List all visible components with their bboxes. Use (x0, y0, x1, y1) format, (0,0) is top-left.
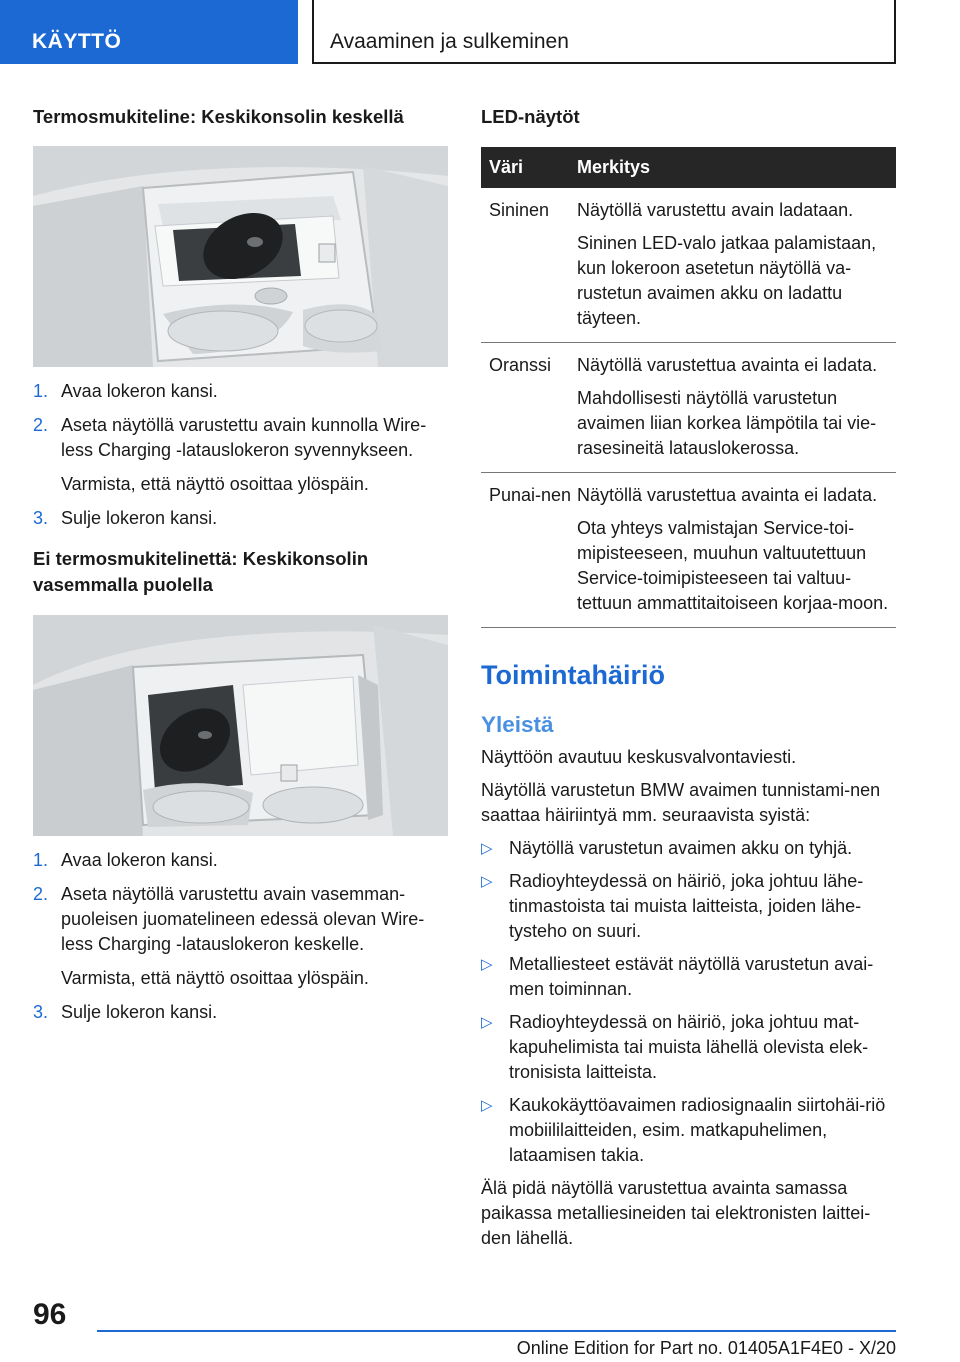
bullet-text: Radioyhteydessä on häiriö, joka johtuu mat‐kapuhelimista tai muista lähellä olevista elek‐tronisista laitteista. (509, 1012, 869, 1082)
step-number: 2. (33, 884, 49, 904)
table-cell-color: Punai‐nen (481, 473, 577, 628)
bullet-text: Radioyhteydessä on häiriö, joka johtuu lähe‐tinmastoista tai muista laitteista, joiden lähe‐tysteho on suuri. (509, 871, 864, 941)
bullet-text: Kaukokäyttöavaimen radiosignaalin siirtohäi‐riö mobiililaitteiden, esim. matkapuhelimen, lataamisen takia. (509, 1095, 886, 1165)
left-column (33, 104, 448, 1034)
meaning-line: Sininen LED-valo jatkaa palamistaan, kun lokeroon asetetun näytöllä va‐rustetun avaimen akku on ladattu täyteen. (577, 233, 877, 328)
list-item (33, 506, 448, 531)
step-text: Avaa lokeron kansi. (61, 850, 218, 870)
table-row (481, 343, 896, 473)
list-item (33, 848, 448, 873)
meaning-line: Näytöllä varustettua avainta ei ladata. (577, 485, 878, 505)
meaning-line: Mahdollisesti näytöllä varustetun avaimen liian korkea lämpötila tai vie‐rasesineitä latauslokerossa. (577, 388, 877, 458)
list-item (481, 869, 896, 944)
right-column (481, 104, 896, 1251)
list-item (33, 1000, 448, 1025)
paragraph: Näytöllä varustetun BMW avaimen tunnistami‐nen saattaa häiriintyä mm. seuraavista syistä: (481, 780, 881, 825)
photo-charging-tray-left (33, 615, 448, 836)
step-text: Aseta näytöllä varustettu avain vasemman‐puoleisen juomatelineen edessä olevan Wire‐less Charging -latauslokeron keskelle. (61, 884, 425, 954)
step-text: Sulje lokeron kansi. (61, 1002, 218, 1022)
header-chapter-title: Avaaminen ja sulkeminen (312, 0, 896, 64)
photo-charging-tray-center (33, 146, 448, 367)
list-item (481, 1010, 896, 1085)
table-row (481, 188, 896, 343)
bullet-text: Näytöllä varustetun avaimen akku on tyhjä. (509, 838, 853, 858)
list-item (481, 836, 896, 861)
subsection-heading-left-side: Ei termosmukitelinettä: Keskikonsolin vasemmalla puolella (33, 548, 369, 595)
led-heading: LED-näytöt (481, 106, 580, 127)
table-cell-meaning (577, 188, 896, 343)
triangle-bullet-icon: ▷ (481, 840, 493, 857)
triangle-bullet-icon: ▷ (481, 1097, 493, 1114)
triangle-bullet-icon: ▷ (481, 956, 493, 973)
list-item (481, 952, 896, 1002)
steps-list-center (33, 379, 448, 531)
closing-paragraph: Älä pidä näytöllä varustettua avainta samassa paikassa metalliesineiden tai elektronisten laittei‐den lähellä. (481, 1178, 871, 1248)
steps-list-left (33, 848, 448, 1025)
step-text: Avaa lokeron kansi. (61, 381, 218, 401)
table-cell-color: Oranssi (481, 343, 577, 473)
triangle-bullet-icon: ▷ (481, 873, 493, 890)
bullet-text: Metalliesteet estävät näytöllä varustetun avai‐men toiminnan. (509, 954, 874, 999)
step-number: 3. (33, 508, 49, 528)
subsection-heading-center-console: Termosmukiteline: Keskikonsolin keskellä (33, 106, 404, 127)
causes-list (481, 836, 896, 1168)
table-row (481, 473, 896, 628)
footer-edition: Online Edition for Part no. 01405A1F4E0 - X/20 (97, 1330, 896, 1359)
step-text: Aseta näytöllä varustettu avain kunnolla Wire‐less Charging -latauslokeron syvennykseen. (61, 415, 427, 460)
step-text: Sulje lokeron kansi. (61, 508, 218, 528)
header-section-tab: KÄYTTÖ (0, 0, 298, 64)
step-note: Varmista, että näyttö osoittaa ylöspäin. (61, 474, 369, 494)
page-number: 96 (33, 1298, 67, 1331)
list-item (481, 1093, 896, 1168)
table-cell-meaning (577, 343, 896, 473)
table-header-color: Väri (481, 147, 577, 188)
list-item (33, 413, 448, 497)
paragraph: Näyttöön avautuu keskusvalvontaviesti. (481, 747, 797, 767)
list-item (33, 882, 448, 991)
led-status-table (481, 147, 896, 628)
table-header-meaning: Merkitys (577, 147, 896, 188)
table-cell-color: Sininen (481, 188, 577, 343)
triangle-bullet-icon: ▷ (481, 1014, 493, 1031)
section-heading-general: Yleistä (481, 712, 554, 737)
step-number: 2. (33, 415, 49, 435)
meaning-line: Näytöllä varustettua avainta ei ladata. (577, 355, 878, 375)
list-item (33, 379, 448, 404)
step-number: 3. (33, 1002, 49, 1022)
step-note: Varmista, että näyttö osoittaa ylöspäin. (61, 968, 369, 988)
step-number: 1. (33, 381, 49, 401)
step-number: 1. (33, 850, 49, 870)
main-heading-malfunction: Toimintahäiriö (481, 660, 666, 690)
meaning-line: Ota yhteys valmistajan Service-toi‐mipisteeseen, muuhun valtuutettuun Service-toimipisteeseen tai valtuu‐tettuun ammattitaitoiseen korjaa‐moon. (577, 518, 889, 613)
table-cell-meaning (577, 473, 896, 628)
meaning-line: Näytöllä varustettu avain ladataan. (577, 200, 854, 220)
